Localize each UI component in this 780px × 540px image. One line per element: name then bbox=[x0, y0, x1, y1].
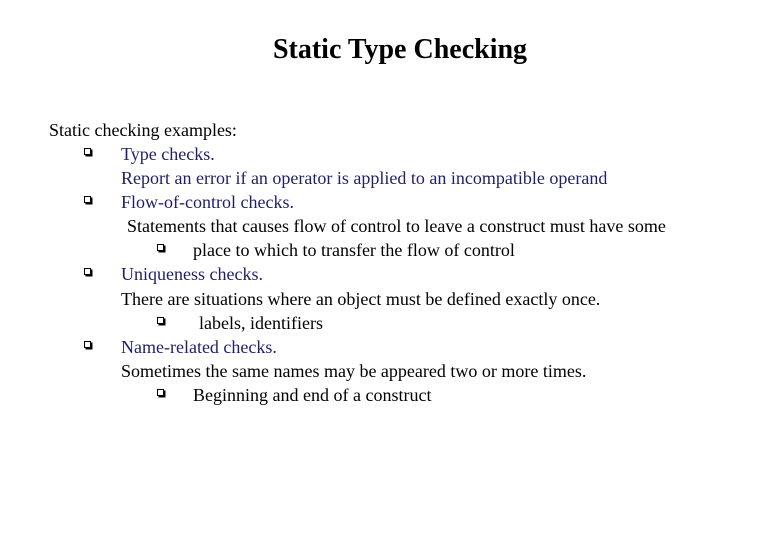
sub-item-name-related: Beginning and end of a construct bbox=[193, 385, 432, 405]
sub-item-uniqueness: labels, identifiers bbox=[199, 313, 323, 333]
item-heading-flow-of-control: Flow-of-control checks. bbox=[121, 192, 294, 212]
checkbox-bullet-icon bbox=[84, 341, 91, 348]
slide-title: Static Type Checking bbox=[272, 34, 528, 65]
sub-item-flow-of-control: place to which to transfer the flow of control bbox=[193, 240, 515, 260]
checkbox-bullet-icon bbox=[84, 148, 91, 155]
checkbox-bullet-icon bbox=[84, 196, 91, 203]
checkbox-bullet-icon bbox=[157, 317, 164, 324]
item-description-flow-of-control: Statements that causes flow of control to leave a construct must have some bbox=[127, 216, 666, 236]
checkbox-bullet-icon bbox=[84, 268, 91, 275]
item-heading-type-checks: Type checks. bbox=[121, 144, 215, 164]
item-heading-uniqueness: Uniqueness checks. bbox=[121, 264, 263, 284]
item-heading-name-related: Name-related checks. bbox=[121, 337, 277, 357]
item-description-uniqueness: There are situations where an object must be defined exactly once. bbox=[121, 289, 601, 309]
checkbox-bullet-icon bbox=[157, 389, 164, 396]
intro-text: Static checking examples: bbox=[49, 120, 237, 140]
item-description-type-checks: Report an error if an operator is applied to an incompatible operand bbox=[121, 168, 608, 188]
item-description-name-related: Sometimes the same names may be appeared two or more times. bbox=[121, 361, 587, 381]
checkbox-bullet-icon bbox=[157, 244, 164, 251]
